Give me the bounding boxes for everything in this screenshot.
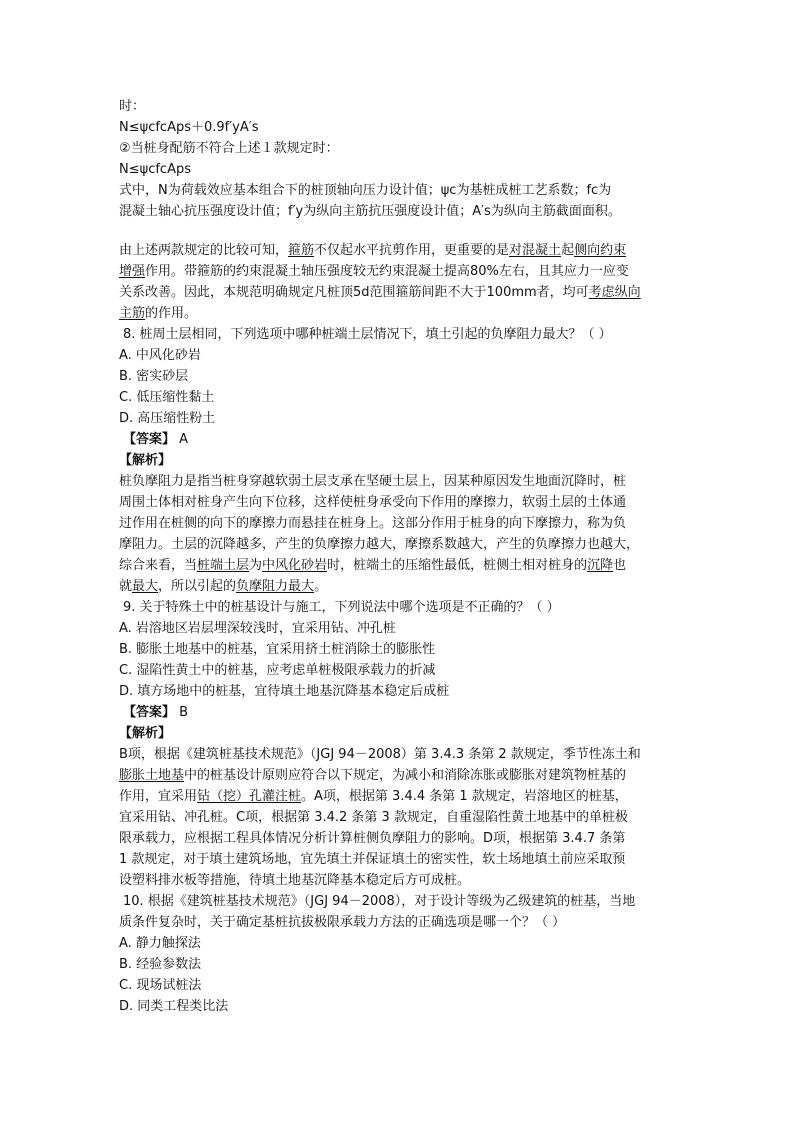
option-d: D. 同类工程类比法 [119,999,229,1014]
analysis-label: 【解析】 [119,453,172,468]
underlined-term: 箍筋 [288,243,315,258]
option-b: B. 膨胀土地基中的桩基，宜采用挤土桩消除土的膨胀性 [119,642,436,657]
underlined-term: 桩端土层 [197,558,250,573]
underlined-term: 侧向约束 [574,243,627,258]
formula-line: N≤ψcfcAps [119,162,191,177]
option-a: A. 中风化砂岩 [119,348,201,363]
underlined-term: 增强 [119,264,146,279]
option-d: D. 高压缩性粉土 [119,411,216,426]
option-a: A. 静力触探法 [119,936,201,951]
analysis-label: 【解析】 [119,726,172,741]
answer-value: A [179,432,189,447]
analysis-line: 过作用在桩侧的向下的摩擦力而悬挂在桩身上。这部分作用于桩身的向下摩擦力，称为负 [119,516,627,531]
question-10-stem-cont: 质条件复杂时，关于确定基桩抗拔极限承载力方法的正确选项是哪一个？（ ） [119,915,566,930]
analysis-line: 设塑料排水板等措施，待填土地基沉降基本稳定后方可成桩。 [119,873,471,888]
paragraph-line: 主筋的作用。 [119,306,198,321]
option-c: C. 湿陷性黄土中的桩基，应考虑单桩极限承载力的折减 [119,663,436,678]
intro-line: 式中，N为荷载效应基本组合下的桩顶轴向压力设计值；ψc为基桩成桩工艺系数；fc为 [119,183,612,198]
option-c: C. 低压缩性黏土 [119,390,215,405]
analysis-line: 就最大，所以引起的负摩阻力最大。 [119,579,328,594]
option-d: D. 填方场地中的桩基，宜待填土地基沉降基本稳定后成桩 [119,684,450,699]
question-9-stem: 9. 关于特殊土中的桩基设计与施工，下列说法中哪个选项是不正确的？（ ） [123,600,560,615]
underlined-term: 对混凝土 [509,243,562,258]
answer-label: 【答案】 [123,705,176,720]
analysis-line: 作用，宜采用钻（挖）孔灌注桩。A项，根据第 3.4.4 条第 1 款规定，岩溶地区的桩基， [119,789,628,804]
analysis-line: 桩负摩阻力是指当桩身穿越软弱土层支承在坚硬土层上，因某种原因发生地面沉降时，桩 [119,474,627,489]
analysis-line: B项，根据《建筑桩基技术规范》（JGJ 94－2008）第 3.4.3 条第 2 款规定，季节性冻土和 [119,747,641,762]
underlined-term: 考虑纵向 [588,285,641,300]
analysis-line: 1 款规定，对于填土建筑场地，宜先填土并保证填土的密实性，软土场地填土前应采取预 [119,852,626,867]
analysis-line: 周围土体相对桩身产生向下位移，这样使桩身承受向下作用的摩擦力，软弱土层的土体通 [119,495,627,510]
formula-line: N≤ψcfcAps＋0.9f′yA′s [119,120,259,135]
question-8-stem: 8. 桩周土层相同，下列选项中哪种桩端土层情况下，填土引起的负摩阻力最大？（ ） [123,327,612,342]
underlined-term: 主筋 [119,306,146,321]
underlined-term: 最大 [132,579,159,594]
intro-line: 混凝土轴心抗压强度设计值；f′y为纵向主筋抗压强度设计值；A′s为纵向主筋截面面积。 [119,204,621,219]
answer-value: B [179,705,189,720]
option-b: B. 经验参数法 [119,957,202,972]
paragraph-line: 增强作用。带箍筋的约束混凝土轴压强度较无约束混凝土提高80%左右，且其应力一应变 [119,264,629,279]
analysis-line: 膨胀土地基中的桩基设计原则应符合以下规定，为减小和消除冻胀或膨胀对建筑物桩基的 [119,768,627,783]
underlined-term: 钻（挖）孔灌注桩 [197,789,302,804]
paragraph-line: 关系改善。因此，本规范明确规定凡桩顶5d范围箍筋间距不大于100mm者，均可考虑纵向 [119,285,641,300]
underlined-term: 中风化砂岩 [262,558,328,573]
underlined-term: 膨胀土地基 [119,768,185,783]
analysis-line: 摩阻力。土层的沉降越多，产生的负摩擦力越大，摩擦系数越大，产生的负摩擦力也越大， [119,537,640,552]
option-b: B. 密实砂层 [119,369,189,384]
answer-label: 【答案】 [123,432,176,447]
analysis-line: 综合来看，当桩端土层为中风化砂岩时，桩端土的压缩性最低，桩侧土相对桩身的沉降也 [119,558,627,573]
intro-line: ②当桩身配筋不符合上述１款规定时： [119,141,339,156]
question-10-stem: 10. 根据《建筑桩基技术规范》（JGJ 94－2008），对于设计等级为乙级建筑的桩基，当地 [123,894,636,909]
blank-line [119,222,689,240]
option-a: A. 岩溶地区岩层埋深较浅时，宜采用钻、冲孔桩 [119,621,396,636]
analysis-line: 宜采用钻、冲孔桩。C项，根据第 3.4.2 条第 3 款规定，自重湿陷性黄土地基中的单桩极 [119,810,628,825]
underlined-term: 沉降 [587,558,614,573]
answer-line [119,429,689,450]
paragraph-line: 由上述两款规定的比较可知，箍筋不仅起水平抗剪作用，更重要的是对混凝土起侧向约束 [119,243,627,258]
underlined-term: 负摩阻力最大 [236,579,315,594]
document-body [119,96,689,1017]
option-c: C. 现场试桩法 [119,978,202,993]
answer-line [119,702,689,723]
analysis-line: 限承载力，应根据工程具体情况分析计算桩侧负摩阻力的影响。D项，根据第 3.4.7 条第 [119,831,626,846]
intro-line: 时： [119,99,146,114]
